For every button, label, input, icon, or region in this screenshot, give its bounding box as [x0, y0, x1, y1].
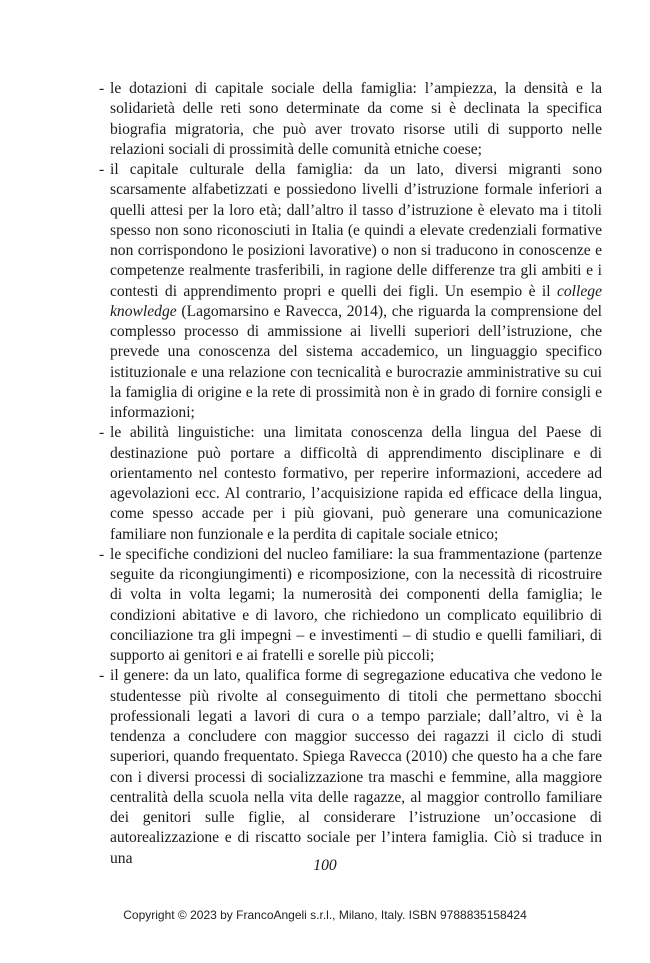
- list-item-text: le specifiche condizioni del nucleo familiare: la sua frammentazione (partenze seguite da ricongiungimenti) e ricomposizione, con la necessità di ricostruire di volta in volta legami; la numerosità dei componenti della famiglia; le condizioni abitative e di lavoro, che richiedono un complicato equilibrio di conciliazione tra gli impegni – e investimenti – di studio e quelli familiari, di supporto ai genitori e ai fratelli e sorelle più piccoli;: [110, 545, 602, 664]
- list-bullet: -: [99, 545, 105, 563]
- list-item-cultural-capital: [99, 160, 602, 423]
- list-item-family-conditions: [99, 545, 602, 667]
- list-item-text: le abilità linguistiche: una limitata conoscenza della lingua del Paese di destinazione può portare a difficoltà di apprendimento disciplinare e di orientamento nel contesto formativo, per reperire informazioni, accedere ad agevolazioni ecc. Al contrario, l’acquisizione rapida ed efficace della lingua, come spesso accade per i più giovani, può generare una comunicazione familiare non funzionale e la perdita di capitale sociale etnico;: [110, 424, 602, 543]
- list-bullet: -: [99, 424, 105, 442]
- list-bullet: -: [99, 80, 105, 97]
- list-item-text: [110, 161, 602, 421]
- list-item-social-capital: [99, 79, 602, 160]
- body-text: [99, 79, 602, 869]
- list-item-gender: [99, 666, 602, 869]
- italic-term: college knowledge: [110, 282, 602, 320]
- list-bullet: -: [99, 667, 105, 685]
- copyright-notice: Copyright © 2023 by FrancoAngeli s.r.l., Milano, Italy. ISBN 9788835158424: [123, 908, 527, 922]
- list-item-text: le dotazioni di capitale sociale della famiglia: l’ampiezza, la densità e la solidarietà delle reti sono determinate da come si è declinata la specifica biografia migratoria, che può aver trovato risorse utili di supporto nelle relazioni sociali di prossimità delle comunità etniche coese;: [110, 80, 602, 158]
- list-bullet: -: [99, 161, 105, 178]
- page-number: 100: [313, 857, 337, 874]
- text-segment: (Lagomarsino e Ravecca, 2014), che riguarda la comprensione del complesso processo di ammissione ai livelli superiori dell’istruzione, che prevede una conoscenza del sistema accademico, un linguaggio specifico istituzionale e una relazione con tecnicalità e burocrazie amministrative su cui la famiglia di origine e la rete di prossimità non è in grado di fornire consigli e informazioni;: [110, 302, 602, 421]
- text-segment: il capitale culturale della famiglia: da un lato, diversi migranti sono scarsamente alfabetizzati e possiedono livelli d’istruzione formale inferiori a quelli attesi per la loro età; dall’altro il tasso d’istruzione è elevato ma i titoli spesso non sono riconosciuti in Italia (e quindi a elevate credenziali formative non corrispondono le posizioni lavorative) o non si traducono in conoscenze e competenze realmente trasferibili, in ragione delle differenze tra gli ambiti e i contesti di apprendimento propri e quelli dei figli. Un esempio è il: [110, 161, 602, 300]
- list-item-language-skills: [99, 423, 602, 545]
- list-item-text: il genere: da un lato, qualifica forme di segregazione educativa che vedono le studentesse più rivolte al conseguimento di titoli che permettano sbocchi professionali legati a lavori di cura o a tempo parziale; dall’altro, vi è la tendenza a concludere con maggior successo dei ragazzi il ciclo di studi superiori, quando frequentato. Spiega Ravecca (2010) che questo ha a che fare con i diversi processi di socializzazione tra maschi e femmine, alla maggiore centralità della scuola nella vita delle ragazze, al maggior controllo familiare dei genitori sulle figlie, al considerare l’istruzione un’occasione di autorealizzazione e di riscatto sociale per l’intera famiglia. Ciò si traduce in una: [110, 667, 602, 867]
